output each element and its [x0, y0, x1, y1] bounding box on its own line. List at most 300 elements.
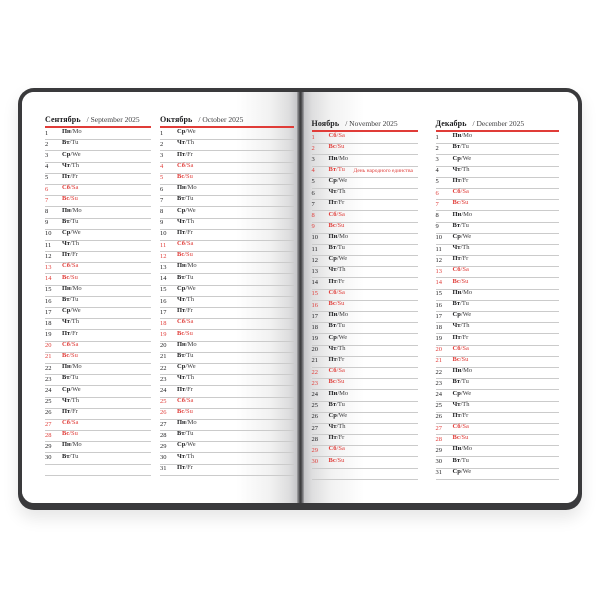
weekday-label: Пт/Fr	[62, 407, 78, 415]
weekday-label: Сб/Sa	[177, 240, 194, 248]
day-number: 19	[160, 331, 167, 339]
day-row	[312, 402, 418, 413]
weekday-label: Сб/Sa	[452, 423, 469, 431]
day-row	[45, 207, 151, 218]
day-number: 4	[45, 163, 49, 171]
day-number: 17	[311, 312, 318, 320]
day-row	[45, 353, 151, 364]
day-number: 7	[435, 200, 439, 208]
day-row	[45, 297, 151, 308]
day-row	[312, 144, 418, 155]
weekday-label: Пн/Mo	[177, 419, 197, 427]
day-number: 8	[160, 208, 164, 215]
month-name-en: / September 2025	[86, 115, 140, 124]
weekday-label: Вт/Tu	[62, 452, 79, 460]
weekday-label: Пт/Fr	[452, 333, 469, 341]
day-number: 16	[45, 297, 52, 305]
day-number: 31	[435, 469, 442, 477]
day-number: 21	[435, 357, 442, 365]
weekday-label: Пн/Mo	[62, 206, 82, 214]
weekday-label: Сб/Sa	[177, 161, 194, 169]
weekday-label: Чт/Th	[177, 296, 195, 303]
day-number: 18	[435, 323, 442, 331]
weekday-label: Ср/We	[452, 232, 472, 240]
day-number: 19	[311, 335, 318, 343]
day-number: 17	[435, 312, 442, 320]
day-row	[160, 465, 294, 476]
weekday-label: Вт/Tu	[328, 322, 345, 330]
day-rows	[45, 129, 151, 476]
day-number: 25	[160, 398, 167, 406]
blank-row	[45, 465, 151, 476]
weekday-label: Пт/Fr	[177, 228, 193, 236]
weekday-label: Сб/Sa	[452, 344, 469, 352]
weekday-label: Вс/Su	[62, 430, 78, 438]
day-row	[312, 435, 418, 446]
weekday-label: Ср/We	[62, 150, 81, 158]
weekday-label: Ср/We	[177, 284, 196, 292]
day-rows	[160, 129, 294, 476]
weekday-label: Ср/We	[328, 255, 348, 263]
day-row	[312, 334, 418, 345]
planner-notebook	[18, 88, 582, 510]
day-row	[45, 252, 151, 263]
day-number: 26	[311, 413, 318, 421]
month-name-ru: Сентябрь	[45, 115, 81, 124]
day-row	[312, 223, 418, 234]
month-name-ru: Ноябрь	[311, 119, 340, 128]
day-number: 7	[160, 196, 164, 204]
day-number: 13	[160, 263, 167, 271]
weekday-label: Пт/Fr	[62, 251, 78, 259]
weekday-label: Вт/Tu	[62, 139, 79, 147]
day-number: 13	[435, 267, 442, 275]
weekday-label: Вс/Su	[328, 221, 345, 229]
day-number: 14	[160, 275, 167, 283]
day-row	[45, 241, 151, 252]
weekday-label: Чт/Th	[328, 423, 346, 431]
day-row	[312, 323, 418, 334]
weekday-label: Чт/Th	[452, 322, 470, 330]
weekday-label: Вс/Su	[62, 195, 78, 203]
weekday-label: Ср/We	[62, 307, 81, 315]
day-number: 11	[160, 241, 167, 249]
month-column-october	[160, 112, 294, 476]
spine-gutter	[297, 92, 304, 503]
day-number: 13	[311, 267, 318, 275]
day-number: 25	[435, 402, 442, 410]
weekday-label: Пн/Mo	[452, 367, 473, 375]
weekday-label: Ср/We	[62, 385, 81, 393]
day-number: 15	[435, 290, 442, 298]
weekday-label: Сб/Sa	[328, 210, 345, 218]
weekday-label: Сб/Sa	[452, 188, 469, 196]
day-number: 2	[435, 144, 439, 152]
weekday-label: Ср/We	[452, 467, 472, 475]
day-row	[312, 155, 418, 166]
day-number: 8	[311, 212, 315, 219]
day-number: 30	[160, 454, 167, 462]
day-number: 22	[160, 364, 167, 372]
day-row	[45, 342, 151, 353]
day-row	[45, 330, 151, 341]
day-row	[45, 431, 151, 442]
day-number: 12	[435, 256, 442, 264]
day-number: 1	[435, 133, 439, 141]
weekday-label: Пт/Fr	[177, 463, 193, 471]
day-row	[45, 420, 151, 431]
day-number: 11	[435, 245, 442, 253]
weekday-label: Вс/Su	[328, 300, 345, 307]
day-number: 1	[160, 129, 164, 137]
open-spread	[22, 92, 578, 503]
weekday-label: Пн/Mo	[177, 340, 197, 348]
day-number: 28	[160, 431, 167, 439]
day-number: 9	[311, 223, 315, 231]
day-row	[312, 312, 418, 323]
day-number: 6	[435, 189, 439, 197]
day-number: 15	[311, 290, 318, 298]
weekday-label: Вт/Tu	[452, 221, 469, 229]
day-number: 14	[45, 275, 52, 283]
weekday-label: Сб/Sa	[62, 184, 79, 192]
day-row	[312, 379, 418, 390]
day-number: 4	[435, 167, 439, 175]
weekday-label: Вт/Tu	[177, 195, 194, 203]
weekday-label: Пт/Fr	[177, 385, 193, 393]
weekday-label: Сб/Sa	[328, 445, 345, 453]
left-page	[22, 92, 297, 503]
weekday-label: Пт/Fr	[177, 307, 193, 315]
day-number: 7	[45, 196, 49, 204]
day-number: 12	[311, 256, 318, 264]
weekday-label: Пн/Mo	[328, 232, 349, 240]
weekday-label: Вт/Tu	[328, 244, 345, 252]
weekday-label: Вт/Tu	[452, 300, 469, 307]
weekday-label: Сб/Sa	[328, 288, 345, 296]
day-number: 3	[160, 152, 164, 160]
day-rows	[436, 133, 559, 480]
weekday-label: Пн/Mo	[177, 184, 197, 192]
day-number: 28	[311, 435, 318, 443]
weekday-label: Пт/Fr	[328, 199, 345, 207]
day-row	[312, 133, 418, 144]
day-number: 16	[435, 301, 442, 309]
day-number: 26	[435, 413, 442, 421]
month-column-november	[312, 116, 418, 480]
day-number: 16	[160, 297, 167, 305]
day-number: 20	[45, 342, 52, 350]
day-row	[45, 398, 151, 409]
weekday-label: Вс/Su	[177, 251, 193, 259]
day-number: 2	[311, 144, 315, 152]
day-row	[45, 364, 151, 375]
day-number: 17	[160, 308, 167, 316]
weekday-label: Пт/Fr	[328, 277, 345, 285]
weekday-label: Пн/Mo	[328, 311, 349, 319]
day-row	[45, 308, 151, 319]
weekday-label: Чт/Th	[62, 240, 80, 248]
weekday-label: Сб/Sa	[62, 262, 79, 270]
day-number: 24	[160, 387, 167, 394]
weekday-label: Вт/Tu	[452, 378, 469, 386]
day-number: 20	[311, 346, 318, 354]
holiday-note: День народного единства	[353, 168, 413, 175]
month-name-ru: Октябрь	[160, 115, 193, 124]
day-number: 22	[45, 364, 52, 372]
weekday-label: Пт/Fr	[452, 255, 469, 263]
day-number: 8	[435, 212, 439, 219]
day-number: 27	[435, 424, 442, 432]
day-row	[45, 196, 151, 207]
weekday-label: Пт/Fr	[62, 172, 78, 180]
weekday-label: Сб/Sa	[328, 132, 345, 140]
weekday-label: Пн/Mo	[452, 210, 473, 218]
weekday-label: Вс/Su	[452, 199, 469, 207]
day-number: 24	[311, 391, 318, 398]
weekday-label: Ср/We	[452, 389, 472, 397]
day-number: 13	[45, 263, 52, 271]
day-number: 19	[45, 331, 52, 339]
day-row	[312, 234, 418, 245]
day-row	[45, 140, 151, 151]
day-row	[312, 413, 418, 424]
weekday-label: Ср/We	[328, 411, 348, 419]
weekday-label: Чт/Th	[452, 244, 470, 252]
day-row	[45, 185, 151, 196]
day-row	[312, 256, 418, 267]
day-number: 25	[45, 398, 52, 406]
day-number: 14	[311, 279, 318, 287]
weekday-label: Вт/Tu	[452, 143, 469, 151]
month-header	[312, 116, 418, 132]
day-row	[312, 301, 418, 312]
weekday-label: Вс/Su	[452, 277, 469, 285]
day-row	[312, 357, 418, 368]
day-number: 25	[311, 402, 318, 410]
day-number: 10	[311, 234, 318, 242]
day-number: 8	[45, 208, 49, 215]
day-number: 20	[435, 346, 442, 354]
day-number: 12	[160, 252, 167, 260]
month-name-en: / December 2025	[472, 119, 525, 128]
day-number: 6	[45, 185, 49, 193]
weekday-label: Ср/We	[328, 333, 348, 341]
day-number: 9	[45, 219, 49, 227]
day-number: 11	[311, 245, 318, 253]
day-row	[45, 163, 151, 174]
weekday-label: Чт/Th	[328, 344, 346, 352]
day-number: 5	[45, 174, 49, 182]
weekday-label: Чт/Th	[452, 400, 470, 408]
weekday-label: Ср/We	[328, 176, 348, 184]
day-row	[312, 278, 418, 289]
day-number: 29	[435, 446, 442, 454]
weekday-label: Пн/Mo	[62, 363, 82, 371]
day-row	[45, 319, 151, 330]
weekday-label: Пн/Mo	[328, 154, 349, 162]
day-row	[312, 189, 418, 200]
weekday-label: Вт/Tu	[177, 430, 194, 438]
month-header	[45, 112, 151, 128]
day-row	[45, 151, 151, 162]
day-rows	[312, 133, 418, 480]
month-name-en: / October 2025	[198, 115, 244, 124]
day-row	[45, 386, 151, 397]
day-number: 10	[45, 230, 52, 238]
weekday-label: Ср/We	[177, 441, 196, 449]
day-number: 26	[160, 409, 167, 417]
weekday-label: Вт/Tu	[177, 351, 194, 359]
day-number: 22	[311, 368, 318, 376]
day-row	[45, 219, 151, 230]
weekday-label: Ср/We	[452, 154, 472, 162]
weekday-label: Пт/Fr	[452, 176, 469, 184]
day-number: 3	[311, 156, 315, 164]
day-number: 5	[311, 178, 315, 186]
weekday-label: Чт/Th	[177, 452, 195, 460]
weekday-label: Пн/Mo	[62, 128, 82, 136]
weekday-label: Ср/We	[177, 128, 196, 136]
day-number: 9	[435, 223, 439, 231]
day-number: 24	[435, 391, 442, 398]
weekday-label: Вс/Su	[177, 172, 193, 180]
weekday-label: Сб/Sa	[328, 367, 345, 375]
day-number: 18	[160, 319, 167, 327]
weekday-label: Вт/Tu	[328, 165, 345, 173]
day-number: 12	[45, 252, 52, 260]
weekday-label: Ср/We	[177, 206, 196, 214]
weekday-label: Пн/Mo	[62, 284, 82, 292]
day-number: 23	[45, 375, 52, 383]
weekday-label: Ср/We	[177, 363, 196, 371]
day-number: 6	[160, 185, 164, 193]
weekday-label: Вс/Su	[177, 407, 193, 415]
day-number: 10	[435, 234, 442, 242]
day-row	[45, 286, 151, 297]
day-number: 5	[160, 174, 164, 182]
day-row	[45, 274, 151, 285]
month-name-ru: Декабрь	[435, 119, 467, 128]
day-row	[45, 263, 151, 274]
day-number: 11	[45, 241, 52, 249]
day-row	[45, 409, 151, 420]
day-row	[312, 446, 418, 457]
day-number: 19	[435, 335, 442, 343]
day-row	[312, 457, 418, 468]
day-number: 10	[160, 230, 167, 238]
day-row	[45, 375, 151, 386]
day-number: 1	[311, 133, 315, 141]
weekday-label: Пн/Mo	[452, 445, 473, 453]
weekday-label: Сб/Sa	[62, 340, 79, 348]
weekday-label: Сб/Sa	[177, 318, 194, 326]
month-column-september	[45, 112, 151, 476]
day-number: 23	[160, 375, 167, 383]
weekday-label: Вт/Tu	[62, 296, 79, 303]
day-number: 30	[311, 458, 318, 466]
weekday-label: Пт/Fr	[177, 150, 193, 158]
weekday-label: Вс/Su	[62, 273, 78, 281]
weekday-label: Пт/Fr	[452, 411, 469, 419]
day-row	[436, 469, 559, 480]
weekday-label: Вт/Tu	[452, 456, 469, 464]
day-number: 15	[45, 286, 52, 294]
day-row	[45, 453, 151, 464]
weekday-label: Чт/Th	[62, 161, 80, 169]
day-number: 18	[45, 319, 52, 327]
weekday-label: Чт/Th	[62, 318, 80, 326]
day-row	[45, 174, 151, 185]
day-number: 27	[45, 420, 52, 428]
day-row	[45, 442, 151, 453]
weekday-label: Чт/Th	[328, 188, 346, 196]
weekday-label: Вт/Tu	[328, 400, 345, 408]
day-number: 6	[311, 189, 315, 197]
day-number: 14	[435, 279, 442, 287]
day-number: 29	[45, 442, 52, 450]
weekday-label: Сб/Sa	[177, 396, 194, 404]
weekday-label: Вс/Su	[62, 351, 78, 359]
weekday-label: Вт/Tu	[62, 374, 79, 382]
weekday-label: Пн/Mo	[452, 288, 473, 296]
weekday-label: Вт/Tu	[62, 217, 79, 225]
day-number: 20	[160, 342, 167, 350]
weekday-label: Вт/Tu	[177, 273, 194, 281]
right-page	[304, 92, 579, 503]
day-row	[312, 167, 418, 178]
blank-row	[312, 469, 418, 480]
day-number: 30	[435, 458, 442, 466]
day-number: 31	[160, 465, 167, 473]
day-row	[312, 267, 418, 278]
month-name-en: / November 2025	[345, 119, 398, 128]
day-row	[312, 200, 418, 211]
weekday-label: Чт/Th	[328, 266, 346, 274]
day-number: 4	[311, 167, 315, 175]
weekday-label: Вс/Su	[177, 329, 193, 337]
day-number: 1	[45, 129, 49, 137]
weekday-label: Вс/Su	[452, 355, 469, 363]
day-number: 3	[45, 152, 49, 160]
month-column-december	[436, 116, 559, 480]
weekday-label: Пт/Fr	[328, 434, 345, 442]
day-number: 7	[311, 200, 315, 208]
day-number: 9	[160, 219, 164, 227]
day-number: 4	[160, 163, 164, 171]
weekday-label: Вс/Su	[328, 456, 345, 464]
day-number: 24	[45, 387, 52, 394]
day-row	[312, 245, 418, 256]
day-number: 21	[45, 353, 52, 361]
day-row	[45, 129, 151, 140]
weekday-label: Ср/We	[62, 228, 81, 236]
weekday-label: Вс/Su	[452, 434, 469, 442]
day-row	[312, 290, 418, 301]
weekday-label: Пн/Mo	[62, 441, 82, 449]
day-number: 23	[311, 379, 318, 387]
day-number: 16	[311, 301, 318, 309]
day-number: 29	[160, 442, 167, 450]
day-number: 22	[435, 368, 442, 376]
day-number: 27	[160, 420, 167, 428]
weekday-label: Вс/Su	[328, 378, 345, 386]
day-number: 15	[160, 286, 167, 294]
day-row	[312, 390, 418, 401]
weekday-label: Пт/Fr	[62, 329, 78, 337]
day-number: 28	[45, 431, 52, 439]
weekday-label: Вс/Su	[328, 143, 345, 151]
